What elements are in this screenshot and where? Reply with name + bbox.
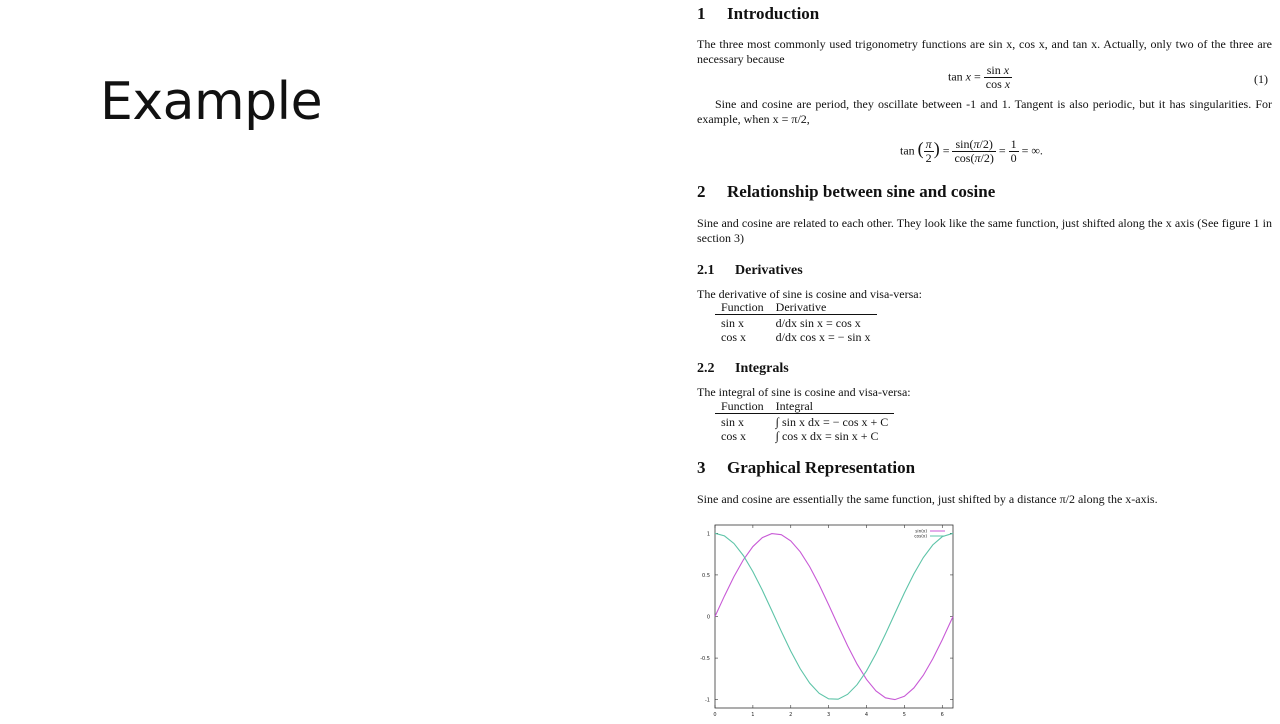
section-1-paragraph-1: The three most commonly used trigonometry functions are sin x, cos x, and tan x. Actually, only two of the three are necessary because xyxy=(697,37,1272,66)
table-row xyxy=(715,429,894,443)
y-tick-label: 0 xyxy=(706,614,710,621)
y-tick-label: -1 xyxy=(705,697,710,704)
table-header: Function xyxy=(715,300,770,315)
subsection-2-1-heading xyxy=(697,263,803,278)
x-tick-label: 2 xyxy=(789,712,793,718)
section-number: 1 xyxy=(697,4,706,23)
sine-cosine-chart xyxy=(697,516,967,724)
table-header: Integral xyxy=(770,399,895,414)
table-row xyxy=(715,330,877,344)
y-tick-label: -0.5 xyxy=(700,656,710,663)
table-cell: sin x xyxy=(721,316,745,330)
table-cell: ∫ cos x dx = sin x + C xyxy=(775,429,879,443)
equation-number: (1) xyxy=(1254,72,1268,86)
section-title: Relationship between sine and cosine xyxy=(727,182,996,201)
y-tick-label: 0.5 xyxy=(702,572,710,579)
table-header: Derivative xyxy=(770,300,877,315)
section-number: 2 xyxy=(697,182,706,201)
x-tick-label: 5 xyxy=(902,712,906,718)
x-tick-label: 6 xyxy=(940,712,944,718)
section-2-paragraph: Sine and cosine are related to each other. They look like the same function, just shifted along the x axis (See figure 1 in section 3) xyxy=(697,216,1272,245)
section-title: Graphical Representation xyxy=(727,458,916,477)
table-row xyxy=(715,315,877,331)
table-row xyxy=(715,414,894,430)
section-number: 3 xyxy=(697,458,706,477)
y-tick-label: 1 xyxy=(706,531,710,538)
table-cell: ∫ sin x dx = − cos x + C xyxy=(775,415,889,429)
x-tick-label: 4 xyxy=(864,712,869,718)
x-tick-label: 1 xyxy=(751,712,755,718)
equation-tan-definition: tan x = $\frac{\text{sin x}}{\text{cos x}}$ xyxy=(948,63,1011,91)
subsection-number: 2.2 xyxy=(697,361,715,376)
table-header: Function xyxy=(715,399,770,414)
subsection-2-2-heading xyxy=(697,361,789,376)
table-cell: sin x xyxy=(721,415,745,429)
section-1-heading xyxy=(697,6,819,21)
equation-tan-singularity: tan ( $\frac{\pi}{2}$ ) = $\frac{\sin(\pi/2)}{\cos(\pi/2)}$ = $\frac{1}{0}$ = ∞. xyxy=(900,137,1043,165)
x-tick-label: 3 xyxy=(827,712,831,718)
slide-title: Example xyxy=(100,72,323,132)
integrals-table xyxy=(715,399,894,443)
subsection-2-2-paragraph: The integral of sine is cosine and visa-versa: xyxy=(697,385,911,399)
section-2-heading xyxy=(697,184,995,199)
section-3-heading xyxy=(697,460,915,475)
chart-svg xyxy=(697,516,967,720)
subsection-title: Derivatives xyxy=(735,263,803,278)
table-cell: cos x xyxy=(721,429,746,443)
legend-label: sin(x) xyxy=(915,528,927,534)
subsection-2-1-paragraph: The derivative of sine is cosine and visa-versa: xyxy=(697,287,922,301)
subsection-title: Integrals xyxy=(735,361,789,376)
subsection-number: 2.1 xyxy=(697,263,715,278)
legend-label: cos(x) xyxy=(914,533,927,539)
section-1-paragraph-2: Sine and cosine are period, they oscillate between -1 and 1. Tangent is also periodic, but it has singularities. For example, when x = π/2, xyxy=(697,97,1272,126)
section-3-paragraph: Sine and cosine are essentially the same function, just shifted by a distance π/2 along the x-axis. xyxy=(697,492,1158,506)
table-cell: d/dx cos x = − sin x xyxy=(775,330,871,344)
table-cell: cos x xyxy=(721,330,746,344)
x-tick-label: 0 xyxy=(713,712,717,718)
document-page xyxy=(697,0,1272,720)
derivatives-table xyxy=(715,300,877,344)
section-title: Introduction xyxy=(727,4,820,23)
table-cell: d/dx sin x = cos x xyxy=(775,316,861,330)
